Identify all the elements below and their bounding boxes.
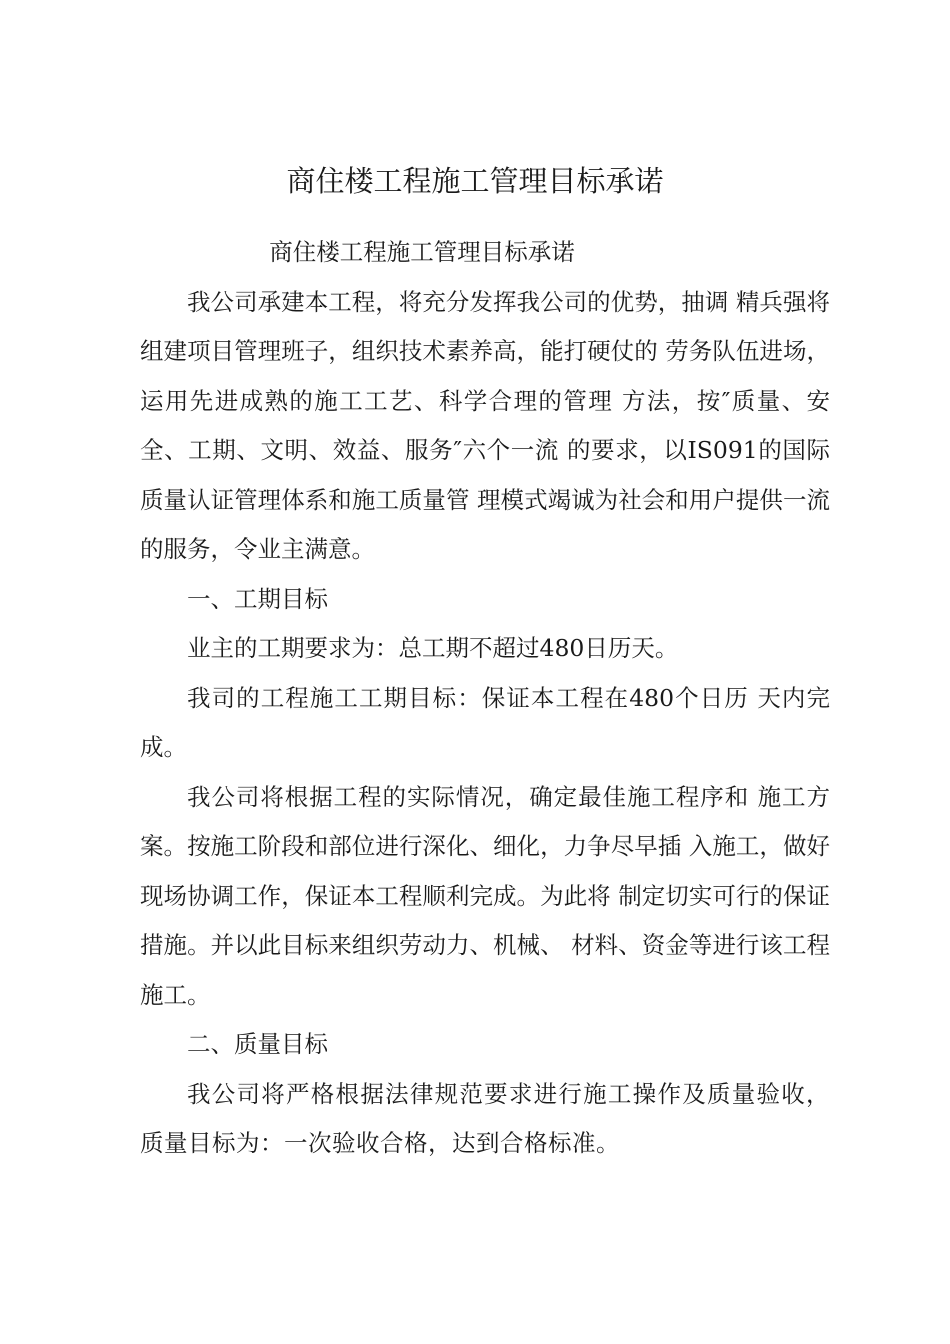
paragraph-owner-schedule: 业主的工期要求为：总工期不超过480日历天。 bbox=[187, 634, 679, 662]
document-subtitle: 商住楼工程施工管理目标承诺 bbox=[269, 238, 575, 266]
document-title: 商住楼工程施工管理目标承诺 bbox=[286, 164, 664, 198]
document-body bbox=[140, 228, 830, 1169]
section-heading-schedule: 一、工期目标 bbox=[187, 584, 328, 613]
paragraph-intro: 我公司承建本工程，将充分发挥我公司的优势，抽调 精兵强将组建项目管理班子，组织技术素养高，能打硬仗的 劳务队伍进场，运用先进成熟的施工工艺、科学合理的管理 方法，按″质量、安全、工期、文明、效益、服务″六个一流 的要求，以IS091的国际质量认证管理体系和施工质量管 理模式竭诚为社会和用户提供一流的服务，令业主满意。 bbox=[140, 287, 830, 563]
paragraph-company-schedule: 我司的工程施工工期目标：保证本工程在480个日历 天内完成。 bbox=[140, 683, 830, 761]
section-heading-quality: 二、质量目标 bbox=[187, 1030, 328, 1058]
paragraph-quality-target: 我公司将严格根据法律规范要求进行施工操作及质量验收，质量目标为：一次验收合格，达到合格标准。 bbox=[140, 1079, 830, 1157]
paragraph-construction-plan: 我公司将根据工程的实际情况，确定最佳施工程序和 施工方案。按施工阶段和部位进行深化、细化，力争尽早插 入施工，做好现场协调工作，保证本工程顺利完成。为此将 制定切实可行的保证措施。并以此目标来组织劳动力、机械、 材料、资金等进行该工程施工。 bbox=[140, 782, 830, 1009]
